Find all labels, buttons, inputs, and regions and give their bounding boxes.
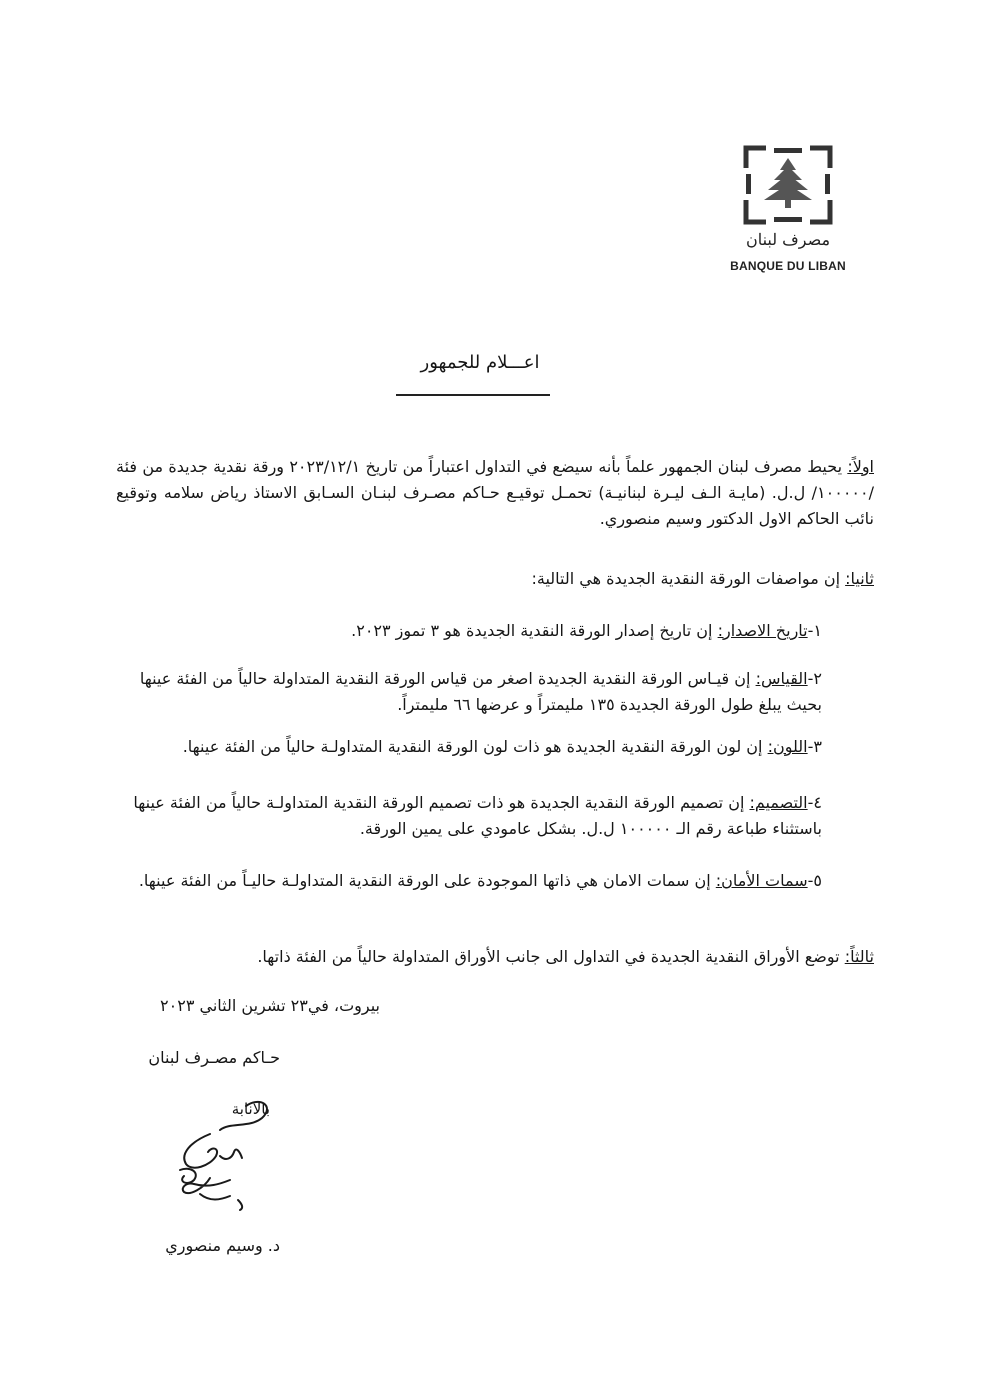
spec-item-security [120, 868, 822, 894]
paragraph-second [120, 566, 874, 592]
spec-item-key: سمات الأمان: [715, 871, 808, 890]
spec-item-number: ١- [807, 621, 822, 640]
spec-item-key: القياس: [755, 669, 808, 688]
place-and-date: بيروت، في٢٣ تشرين الثاني ٢٠٢٣ [160, 996, 380, 1015]
paragraph-third [120, 944, 874, 970]
paragraph-third-text: توضع الأوراق النقدية الجديدة في التداول الى جانب الأوراق المتداولة حالياً من الفئة ذاتها. [257, 947, 845, 966]
spec-item-key: اللون: [767, 737, 808, 756]
bank-logo [730, 140, 846, 280]
spec-item-text: إن تاريخ إصدار الورقة النقدية الجديدة هو ٣ تموز ٢٠٢٣. [351, 621, 718, 640]
handwritten-signature [150, 1096, 280, 1226]
spec-item-key: التصميم: [749, 793, 808, 812]
logo-french-name: BANQUE DU LIBAN [730, 259, 846, 273]
spec-item-number: ٤- [807, 793, 822, 812]
paragraph-second-lead: ثانيا: [845, 569, 874, 588]
governor-title: حـاكم مصـرف لبنان [148, 1048, 280, 1067]
spec-item-text: إن قيـاس الورقة النقدية الجديدة اصغر من قياس الورقة النقدية المتداولة حالياً من الفئة عينها بحيث يبلغ طول الورقة الجديدة ١٣٥ مليمتراً و عرضها ٦٦ مليمتراً. [139, 669, 822, 714]
paragraph-first-text: يحيط مصرف لبنان الجمهور علماً بأنه سيضع في التداول اعتباراً من تاريخ ٢٠٢٣/١٢/١ ورقة نقدية جديدة من فئة /١٠٠٠٠٠/ ل.ل. (مايـة الـف ليـرة لبنانيـة) تحمـل توقيـع حـاكم مصـرف لبنـان السـابق الاستاذ رياض سلامه وتوقيع نائب الحاكم الاول الدكتور وسيم منصوري. [116, 457, 874, 528]
spec-item-text: إن سمات الامان هي ذاتها الموجودة على الورقة النقدية المتداولـة حاليـاً من الفئة عينها. [138, 871, 716, 890]
spec-item-number: ٥- [807, 871, 822, 890]
spec-item-key: تاريخ الاصدار: [717, 621, 808, 640]
signer-name: د. وسيم منصوري [165, 1236, 280, 1255]
spec-item-color [120, 734, 822, 760]
spec-item-number: ٣- [807, 737, 822, 756]
title-underline [396, 394, 550, 396]
page-title: اعـــلام للجمهور [420, 352, 540, 373]
spec-item-text: إن لون الورقة النقدية الجديدة هو ذات لون الورقة النقدية المتداولـة حالياً من الفئة عينها. [182, 737, 768, 756]
cedar-emblem-icon [738, 140, 838, 230]
paragraph-first-lead: اولاً: [847, 457, 874, 476]
spec-item-text: إن تصميم الورقة النقدية الجديدة هو ذات تصميم الورقة النقدية المتداولـة حالياً من الفئة عينها باستثناء طباعة رقم الـ ١٠٠٠٠٠ ل.ل. بشكل عامودي على يمين الورقة. [133, 793, 822, 838]
paragraph-third-lead: ثالثاً: [844, 947, 874, 966]
paragraph-first [116, 454, 874, 532]
logo-arabic-name: مصرف لبنان [745, 230, 831, 249]
spec-item-number: ٢- [807, 669, 822, 688]
spec-item-issue-date [120, 618, 822, 644]
spec-item-size [120, 666, 822, 718]
paragraph-second-text: إن مواصفات الورقة النقدية الجديدة هي التالية: [531, 569, 846, 588]
spec-item-design [120, 790, 822, 842]
delegation-label: بالانابة [231, 1100, 270, 1118]
